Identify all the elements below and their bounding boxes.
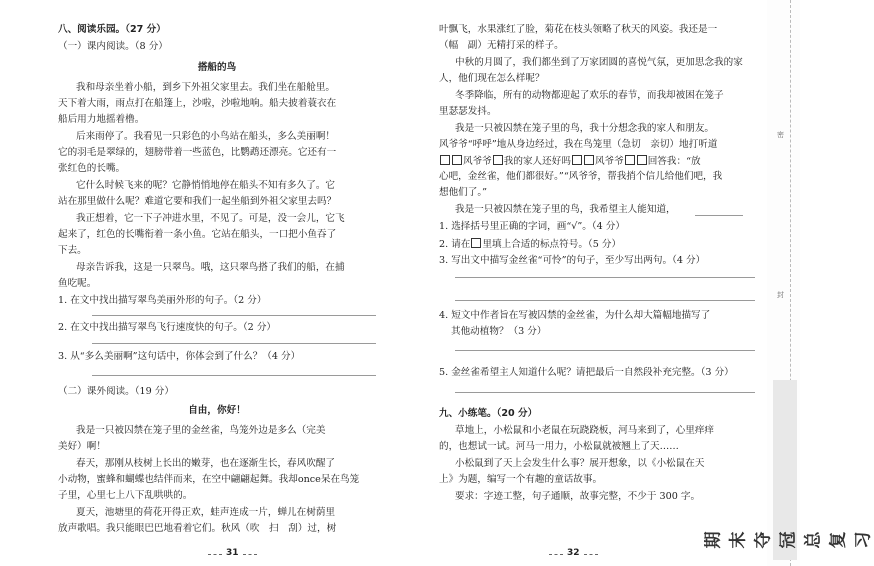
part1-heading: （一）课内阅读。（8 分） <box>58 41 168 52</box>
seal-mark-feng: 封 <box>777 291 784 299</box>
section9-heading: 九、小练笔。（20 分） <box>439 408 538 419</box>
page-number: 31 <box>226 548 239 558</box>
punctuation-box[interactable] <box>572 155 582 165</box>
box-icon <box>471 238 481 248</box>
passage2-title: 自由，你好！ <box>188 405 246 416</box>
answer-line[interactable] <box>455 350 755 351</box>
punctuation-box[interactable] <box>637 155 647 165</box>
punctuation-box[interactable] <box>493 155 503 165</box>
answer-line[interactable] <box>695 215 743 216</box>
passage2-p8: 我是一只被囚禁在笼子里的鸟，我希望主人能知道， <box>455 204 676 215</box>
punctuation-box[interactable] <box>584 155 594 165</box>
answer-line[interactable] <box>455 277 755 278</box>
question-4-line1: 4. 短文中作者旨在写被囚禁的金丝雀，为什么却大篇幅地描写了 <box>439 310 711 321</box>
question-2: 2. 在文中找出描写翠鸟飞行速度快的句子。（2 分） <box>58 322 277 333</box>
page-number: 32 <box>567 548 580 558</box>
writing-requirements: 要求：字迹工整，句子通顺，故事完整，不少于 300 字。 <box>455 491 701 502</box>
section8-heading: 八、阅读乐园。（27 分） <box>58 24 166 35</box>
seal-mark-mi: 密 <box>777 131 784 139</box>
answer-line[interactable] <box>455 300 755 301</box>
right-page: 叶飘飞，水果涨红了脸，菊花在枝头领略了秋天的风姿。我还是一 （幅 副）无精打采的样子。 中秋的月圆了，我们都坐到了万家团圆的喜悦气氛，更加思念我的家 人，他们现在怎么样呢？ 冬季降临，所有的动物都迎起了欢乐的春节，而我却被困在笼子 里瑟瑟发抖。 我是一只被囚禁在笼子里的鸟，我十分想念我的家人和朋友。 风爷爷“呼呼”地从身边经过，我在鸟笼里（急切 亲切）地打听道 风爷爷 我的家人还好吗 风爷爷 回答我：“放 心吧，金丝雀，他们都很好。”“风爷爷，帮我捎个信儿给他们吧，我 想他们了。” 我是一只被囚禁在笼子里的鸟，我希望主人能知道， 1. 选择括号里正确的字词，画“√”。（4 分） 2. 请在 里填上合适的标点符号。（5 分） 3. 写出文中描写金丝雀“可怜”的句子，至少写出两句。（4 分） 4. 短文中作者旨在写被囚禁的金丝雀，为什么却大篇幅地描写了 其他动植物？（3 分） 5. 金丝雀希望主人知道什么呢？请把最后一自然段补充完整。（3 分） 九、小练笔。（20 分） 草地上，小松鼠和小老鼠在玩跷跷板，河马来到了，心里痒痒 的，也想试一试。河马一用力，小松鼠就被翘上了天…… 小松鼠到了天上会发生什么事？展开想象，以《小松鼠在天 上》为题，编写一个有趣的童话故事。 要求：字迹工整，句子通顺，故事完整，不少于 300 字。 32 <box>395 0 767 566</box>
punctuation-box[interactable] <box>440 155 450 165</box>
question-5: 5. 金丝雀希望主人知道什么呢？请把最后一自然段补充完整。（3 分） <box>439 367 734 378</box>
answer-line[interactable] <box>455 392 755 393</box>
punctuation-box[interactable] <box>625 155 635 165</box>
question-4-line2: 其他动植物？（3 分） <box>451 326 547 337</box>
answer-line[interactable] <box>92 343 376 344</box>
left-page: 八、阅读乐园。（27 分） （一）课内阅读。（8 分） 搭船的鸟 我和母亲坐着小船，到乡下外祖父家里去。我们坐在船舱里。 天下着大雨，雨点打在船篷上，沙啦，沙啦地响。船夫披着蓑衣在 船后用力地摇着橹。 后来雨停了。我看见一只彩色的小鸟站在船头，多么美丽啊！ 它的羽毛是翠绿的，翅膀带着一些蓝色，比鹦鹉还漂亮。它还有一 张红色的长嘴。 它什么时候飞来的呢？它静悄悄地停在船头不知有多久了。它 站在那里做什么呢？难道它要和我们一起坐船到外祖父家里去吗？ 我正想着，它一下子冲进水里，不见了。可是，没一会儿，它飞 起来了，红色的长嘴衔着一条小鱼。它站在船头，一口把小鱼吞了 下去。 母亲告诉我，这是一只翠鸟。哦，这只翠鸟搭了我们的船，在捕 鱼吃呢。 1. 在文中找出描写翠鸟美丽外形的句子。（2 分） 2. 在文中找出描写翠鸟飞行速度快的句子。（2 分） 3. 从“多么美丽啊”这句话中，你体会到了什么？（4 分） （二）课外阅读。（19 分） 自由，你好！ 我是一只被囚禁在笼子里的金丝雀，鸟笼外边是多么（完美 美好）啊！ 春天，那刚从枝树上长出的嫩芽，也在逐渐生长，春风吹醒了 小动物，蜜蜂和蝴蝶也结伴而来，在空中翩翩起舞。我却once呆在鸟笼 子里，心里七上八下乱哄哄的。 夏天，池塘里的荷花开得正欢，蛙声连成一片，蝉儿在树荫里 放声歌唱。我只能眼巴巴地看着它们。秋风（吹 扫 刮）过，树 31 <box>0 0 395 566</box>
question-1: 1. 在文中找出描写翠鸟美丽外形的句子。（2 分） <box>58 295 267 306</box>
answer-line[interactable] <box>92 375 376 376</box>
passage1-title: 搭船的鸟 <box>197 62 237 73</box>
question-2: 2. 请在 里填上合适的标点符号。（5 分） <box>439 239 622 250</box>
punctuation-line: 风爷爷 我的家人还好吗 风爷爷 回答我：“放 <box>439 155 701 168</box>
series-logo: 期末夺冠总复习 <box>773 380 797 560</box>
question-3: 3. 写出文中描写金丝雀“可怜”的句子，至少写出两句。（4 分） <box>439 255 706 266</box>
punctuation-box[interactable] <box>452 155 462 165</box>
answer-line[interactable] <box>92 315 376 316</box>
part2-heading: （二）课外阅读。（19 分） <box>58 386 174 397</box>
question-3: 3. 从“多么美丽啊”这句话中，你体会到了什么？（4 分） <box>58 351 301 362</box>
question-1: 1. 选择括号里正确的字词，画“√”。（4 分） <box>439 221 625 232</box>
